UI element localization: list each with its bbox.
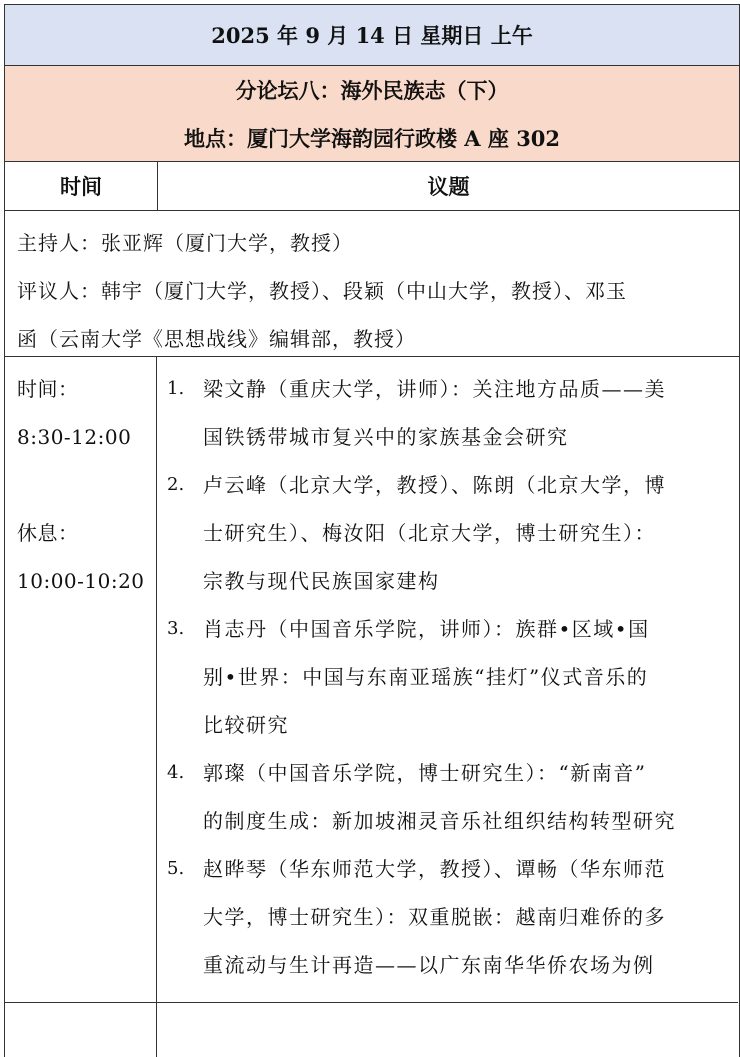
host-line: 主持人：张亚辉（厦门大学，教授）	[17, 231, 353, 255]
forum-title: 分论坛八：海外民族志（下）	[235, 78, 509, 103]
list-item	[167, 365, 739, 461]
item-text-line: 梁文静（重庆大学，讲师）：关注地方品质——美	[203, 377, 666, 401]
column-header-topic: 议题	[427, 174, 470, 199]
item-text-line: 卢云峰（北京大学，教授）、陈朗（北京大学，博	[203, 473, 666, 497]
list-item	[167, 461, 739, 605]
item-text-line: 肖志丹（中国音乐学院，讲师）：族群•区域•国	[203, 617, 650, 641]
session-row	[5, 357, 739, 1057]
table-header-row	[5, 162, 739, 211]
item-number: 2.	[167, 474, 185, 495]
item-text-line: 重流动与生计再造——以广东南华华侨农场为例	[203, 953, 655, 977]
item-text-line: 的制度生成：新加坡湘灵音乐社组织结构转型研究	[203, 809, 676, 833]
item-text-line: 郭璨（中国音乐学院，博士研究生）：“新南音”	[203, 761, 647, 785]
list-item	[167, 605, 739, 749]
time-column	[5, 357, 157, 1057]
schedule-table	[4, 4, 740, 1057]
item-number: 3.	[167, 618, 185, 639]
discussant-line: 评议人：韩宇（厦门大学，教授）、段颖（中山大学，教授）、邓玉	[17, 279, 627, 303]
item-text-line: 大学，博士研究生）：双重脱嵌：越南归难侨的多	[203, 905, 666, 929]
column-header-time: 时间	[5, 162, 158, 210]
item-text-line: 宗教与现代民族国家建构	[203, 569, 440, 593]
list-item	[167, 749, 739, 845]
item-text-line: 国铁锈带城市复兴中的家族基金会研究	[203, 425, 569, 449]
item-text-line: 士研究生）、梅汝阳（北京大学，博士研究生）：	[203, 521, 656, 545]
date-header	[5, 5, 739, 66]
item-number: 1.	[167, 378, 185, 399]
item-text-line: 比较研究	[203, 713, 289, 737]
item-text-line: 赵晔琴（华东师范大学，教授）、谭畅（华东师范	[203, 857, 666, 881]
forum-venue: 地点：厦门大学海韵园行政楼 A 座 302	[183, 126, 561, 151]
item-number: 5.	[167, 858, 185, 879]
item-text-line: 别•世界：中国与东南亚瑶族“挂灯”仪式音乐的	[203, 665, 649, 689]
item-number: 4.	[167, 762, 185, 783]
list-item	[167, 845, 739, 989]
break-value: 10:00-10:20	[17, 569, 145, 593]
topic-column	[157, 357, 739, 1057]
date-header-text: 2025 年 9 月 14 日 星期日 上午	[211, 23, 533, 48]
time-value: 8:30-12:00	[17, 425, 132, 449]
break-label: 休息：	[17, 521, 79, 545]
time-label: 时间：	[17, 377, 79, 401]
discussant-line-cont: 函（云南大学《思想战线》编辑部，教授）	[17, 327, 416, 351]
forum-header	[5, 66, 739, 162]
host-section	[5, 211, 739, 357]
